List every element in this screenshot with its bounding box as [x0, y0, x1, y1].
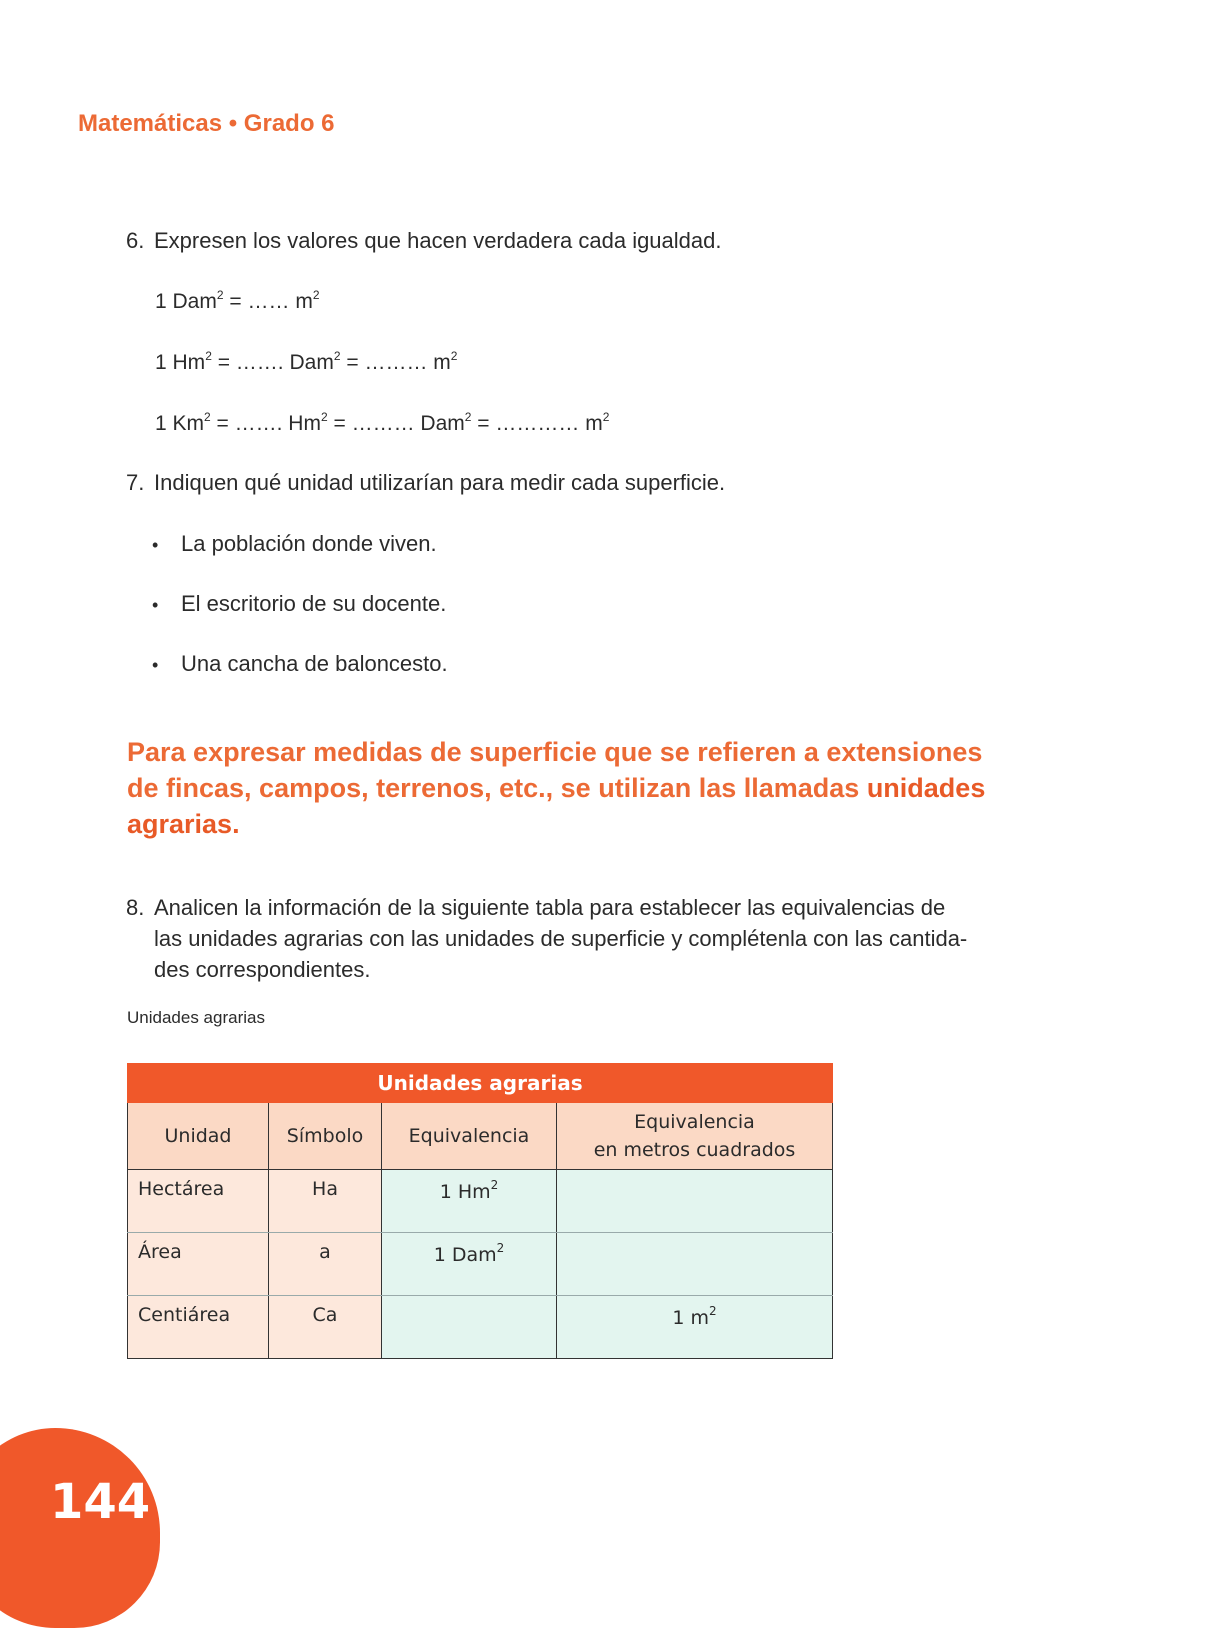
cell-unidad: Centiárea [128, 1296, 269, 1359]
table-row [128, 1296, 833, 1359]
page-header: Matemáticas • Grado 6 [78, 110, 335, 137]
question-8 [126, 892, 1026, 985]
table-row [128, 1170, 833, 1233]
question-text: Expresen los valores que hacen verdadera cada igualdad. [154, 228, 722, 253]
cell-simbolo: Ca [269, 1296, 382, 1359]
question-6 [126, 228, 722, 254]
equation-2: 1 $Hm^2$ = ……. Dam$^2$ = ……… $m^2$ [155, 349, 458, 374]
question-text: Analicen la información de la siguiente tabla para establecer las equivalencias de las unidades agrarias con las unidades de superficie y complétenla con las cantida- des correspondientes. [154, 895, 968, 982]
agrarian-units-table [127, 1063, 833, 1359]
question-number: 6. [126, 228, 145, 253]
header-unidad: Unidad [128, 1103, 269, 1170]
cell-equivalencia[interactable] [382, 1296, 557, 1359]
list-item: • Una cancha de baloncesto. [152, 651, 448, 676]
table-row [128, 1233, 833, 1296]
equation-3: 1 $Km^2$ = ……. $Hm^2$ = ……… Dam$^2$ = ………… $m^2$ [155, 410, 610, 435]
question-number: 8. [126, 895, 145, 920]
cell-m2: 1 $m^2$ [557, 1296, 833, 1359]
list-item: • El escritorio de su docente. [152, 591, 447, 616]
header-equivalencia-m2: Equivalencia en metros cuadrados [557, 1103, 833, 1170]
header-equivalencia: Equivalencia [382, 1103, 557, 1170]
question-number: 7. [126, 470, 145, 495]
question-text: Indiquen qué unidad utilizarían para medir cada superficie. [154, 470, 726, 495]
cell-unidad: Área [128, 1233, 269, 1296]
list-item: • La población donde viven. [152, 531, 437, 556]
cell-equivalencia: 1 Hm$^2$ [382, 1170, 557, 1233]
header-simbolo: Símbolo [269, 1103, 382, 1170]
cell-simbolo: Ha [269, 1170, 382, 1233]
table-title: Unidades agrarias [128, 1064, 833, 1103]
cell-unidad: Hectárea [128, 1170, 269, 1233]
highlight-note: Para expresar medidas de superficie que se refieren a extensiones de fincas, campos, terrenos, etc., se utilizan las llamadas unidades agrarias. [127, 737, 986, 839]
table-caption: Unidades agrarias [127, 1008, 265, 1027]
cell-equivalencia: 1 Dam$^2$ [382, 1233, 557, 1296]
page-number: 144 [50, 1474, 151, 1530]
cell-m2[interactable] [557, 1233, 833, 1296]
cell-simbolo: a [269, 1233, 382, 1296]
question-7 [126, 470, 725, 496]
equation-1: 1 Dam$^2$ = …… $m^2$ [155, 288, 320, 313]
cell-m2[interactable] [557, 1170, 833, 1233]
